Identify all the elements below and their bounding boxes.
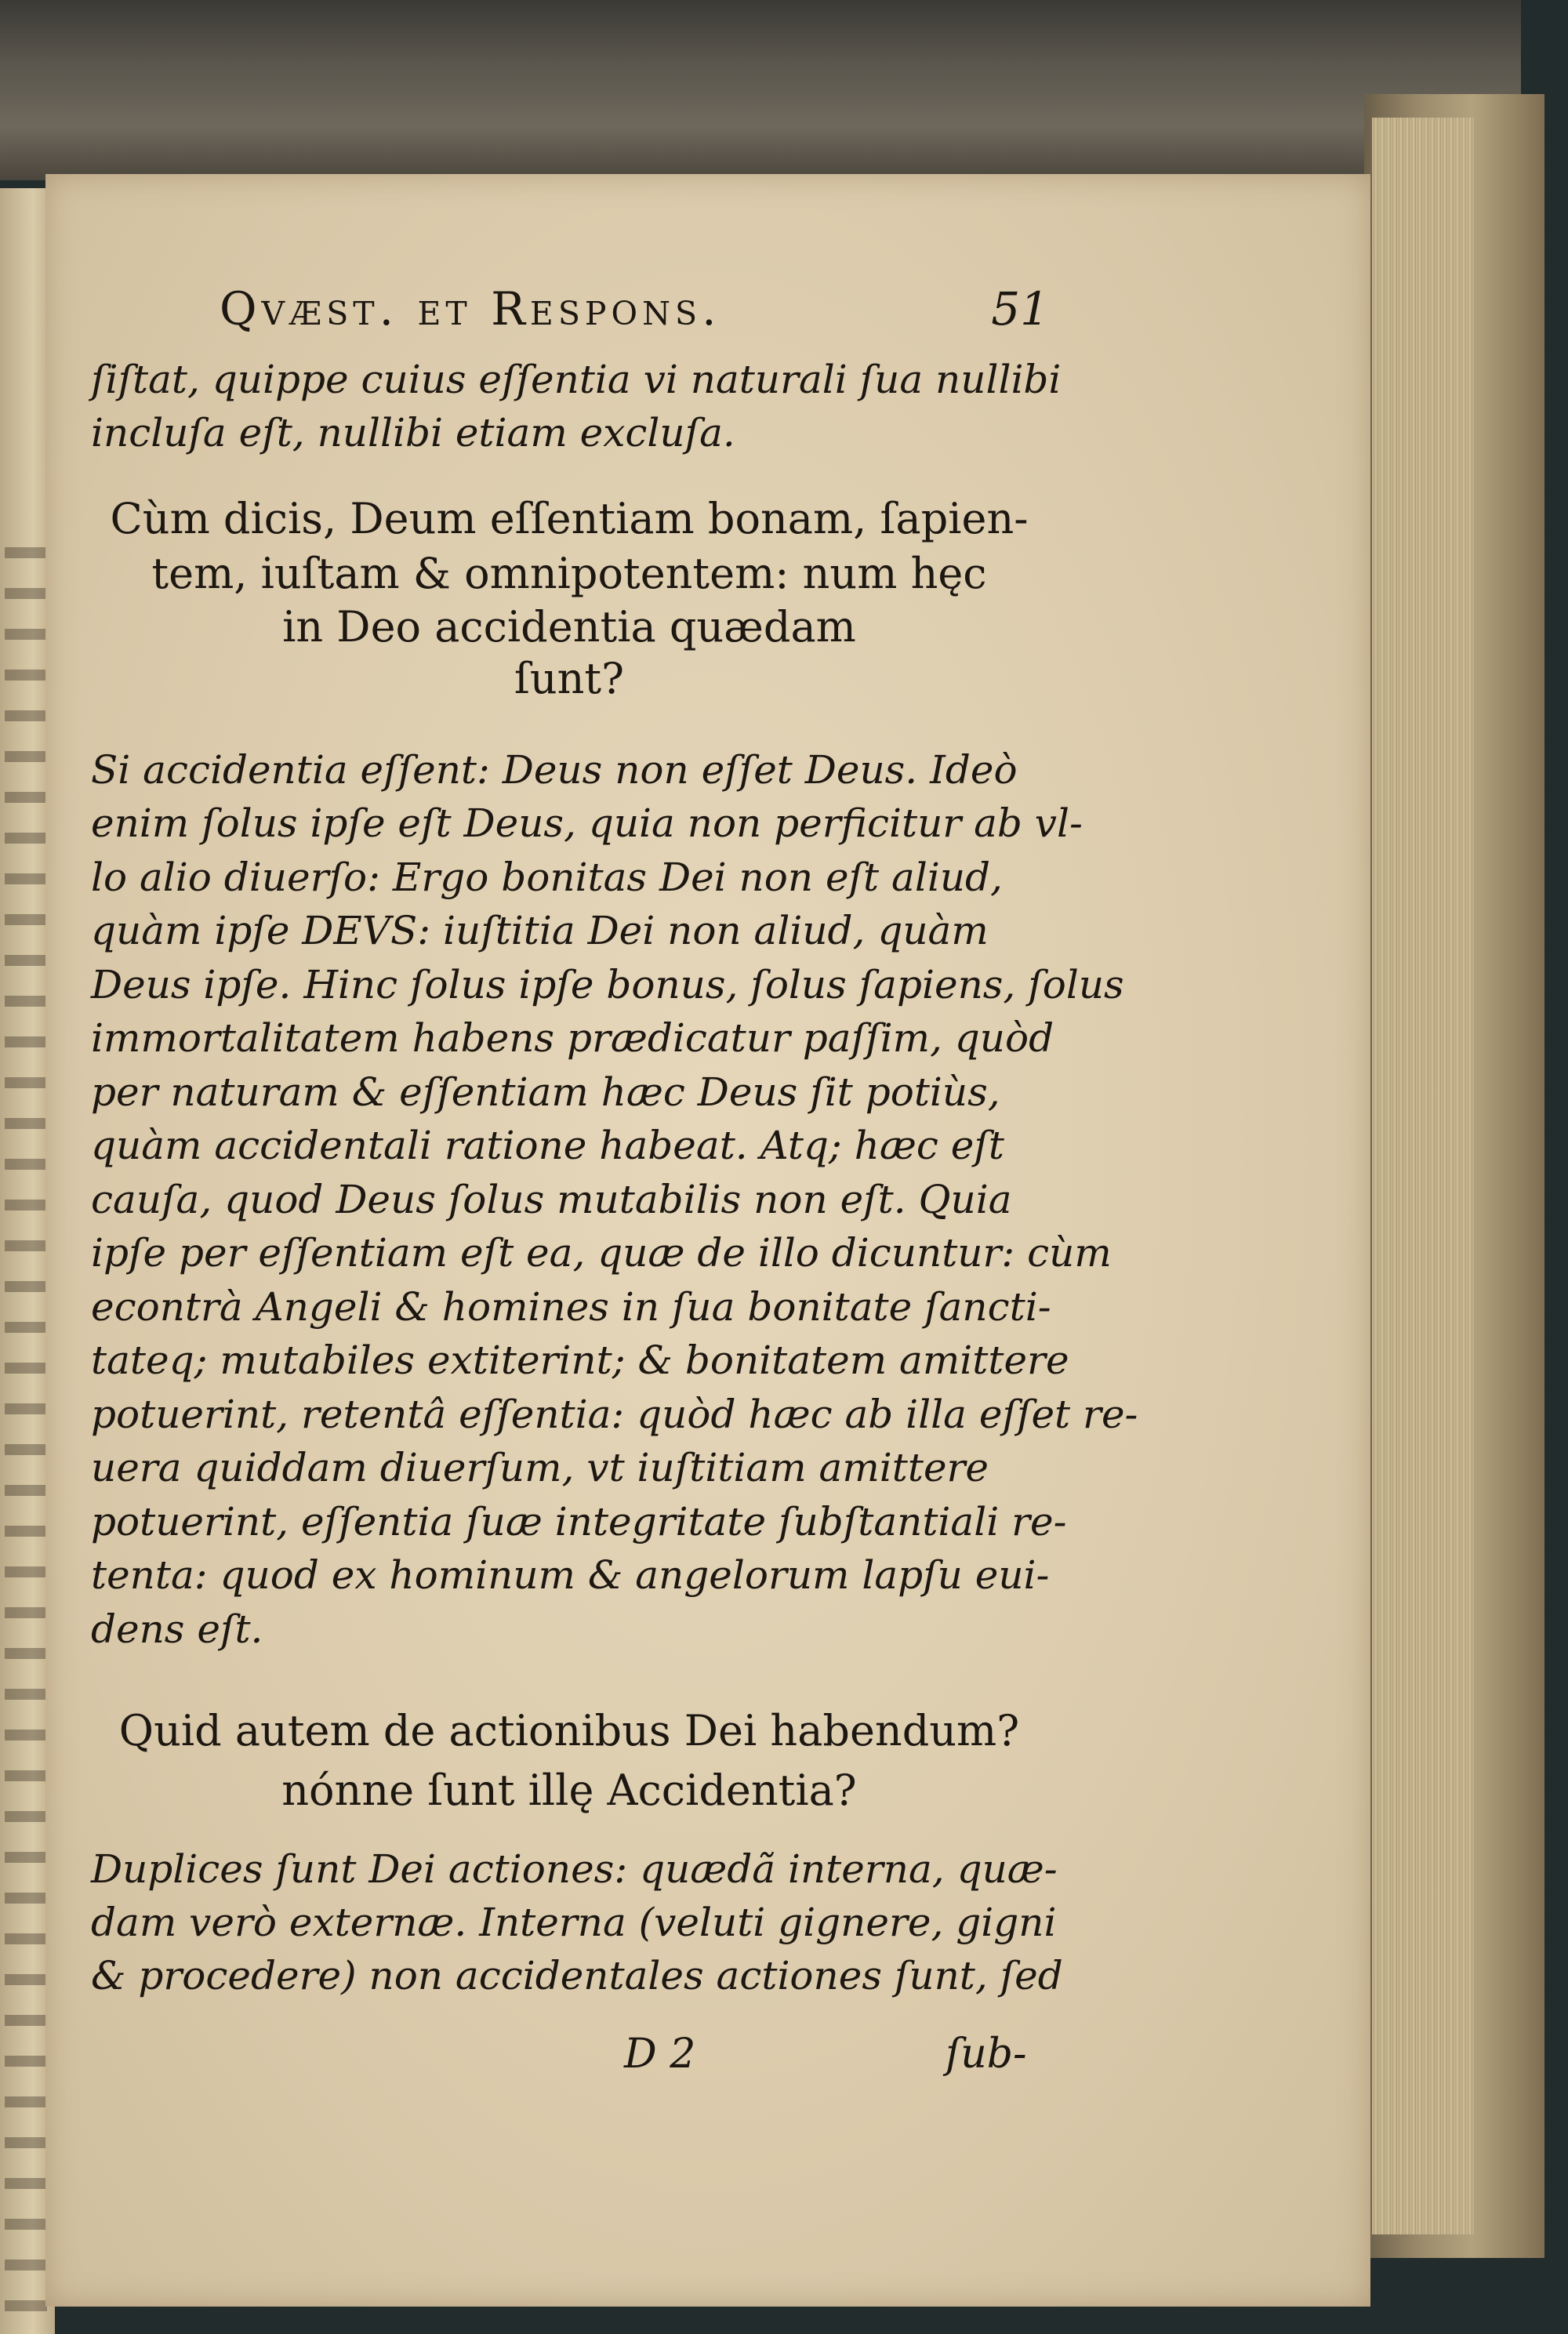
answer1-line-16: tenta: quod ex hominum & angelorum lapſu eui- [91, 1552, 1050, 1598]
answer1-line-15: potuerint, eſſentia ſuæ integritate ſubſtantiali re- [91, 1499, 1067, 1545]
answer2-line-1: Duplices ſunt Dei actiones: quædã interna, quæ- [91, 1846, 1058, 1892]
facing-page-text-fragments [5, 517, 47, 2321]
continuation-line-2: incluſa eſt, nullibi etiam excluſa. [91, 410, 735, 456]
answer1-line-10: ipſe per eſſentiam eſt ea, quæ de illo dicuntur: cùm [91, 1230, 1112, 1276]
answer1-line-8: quàm accidentali ratione habeat. Atq; hæc eſt [91, 1123, 1004, 1168]
answer1-line-17: dens eſt. [91, 1606, 263, 1652]
page-number: 51 [991, 282, 1049, 336]
answer1-line-4: quàm ipſe DEVS: iuſtitia Dei non aliud, quàm [91, 908, 989, 953]
answer2-line-2: dam verò externæ. Interna (veluti gignere, gigni [91, 1900, 1057, 1945]
answer1-line-12: tateq; mutabiles extiterint; & bonitatem amittere [91, 1338, 1069, 1383]
answer1-line-9: cauſa, quod Deus ſolus mutabilis non eſt. Quia [91, 1177, 1012, 1222]
question1-line-1: Cùm dicis, Deum eſſentiam bonam, ſapien- [110, 494, 1029, 543]
answer1-line-5: Deus ipſe. Hinc ſolus ipſe bonus, ſolus ſapiens, ſolus [91, 962, 1124, 1007]
answer1-line-11: econtrà Angeli & homines in ſua bonitate ſancti- [91, 1284, 1051, 1330]
question1-line-3: in Deo accidentia quædam [282, 602, 856, 652]
signature-mark: D 2 [624, 2031, 696, 2078]
answer1-line-7: per naturam & eſſentiam hæc Deus ſit potiùs, [91, 1069, 1000, 1115]
continuation-line-1: ſiſtat, quippe cuius eſſentia vi naturali ſua nullibi [91, 357, 1062, 402]
page-footer [91, 2031, 1047, 2085]
question1-line-4: ſunt? [514, 654, 625, 703]
running-head: Qvæst. et Respons. [220, 282, 721, 336]
question2-line-2: nónne ſunt illę Accidentia? [281, 1766, 857, 1815]
answer1-line-1: Si accidentia eſſent: Deus non eſſet Deus. Ideò [91, 747, 1018, 793]
question1-line-2: tem, iuſtam & omnipotentem: num hęc [151, 549, 987, 598]
page-stack-edges [1372, 118, 1474, 2234]
catchword: ſub- [946, 2031, 1027, 2078]
answer1-line-2: enim ſolus ipſe eſt Deus, quia non perficitur ab vl- [91, 800, 1083, 846]
question2-line-1: Quid autem de actionibus Dei habendum? [118, 1706, 1020, 1755]
answer2-line-3: & procedere) non accidentales actiones ſunt, ſed [91, 1953, 1063, 1998]
book-top-edge [0, 0, 1521, 180]
answer1-line-14: uera quiddam diuerſum, vt iuſtitiam amittere [91, 1445, 989, 1490]
answer1-line-3: lo alio diuerſo: Ergo bonitas Dei non eſt aliud, [91, 855, 1003, 900]
answer1-line-13: potuerint, retentâ eſſentia: quòd hæc ab illa eſſet re- [91, 1392, 1138, 1437]
answer1-line-6: immortalitatem habens prædicatur paſſim, quòd [91, 1015, 1054, 1061]
